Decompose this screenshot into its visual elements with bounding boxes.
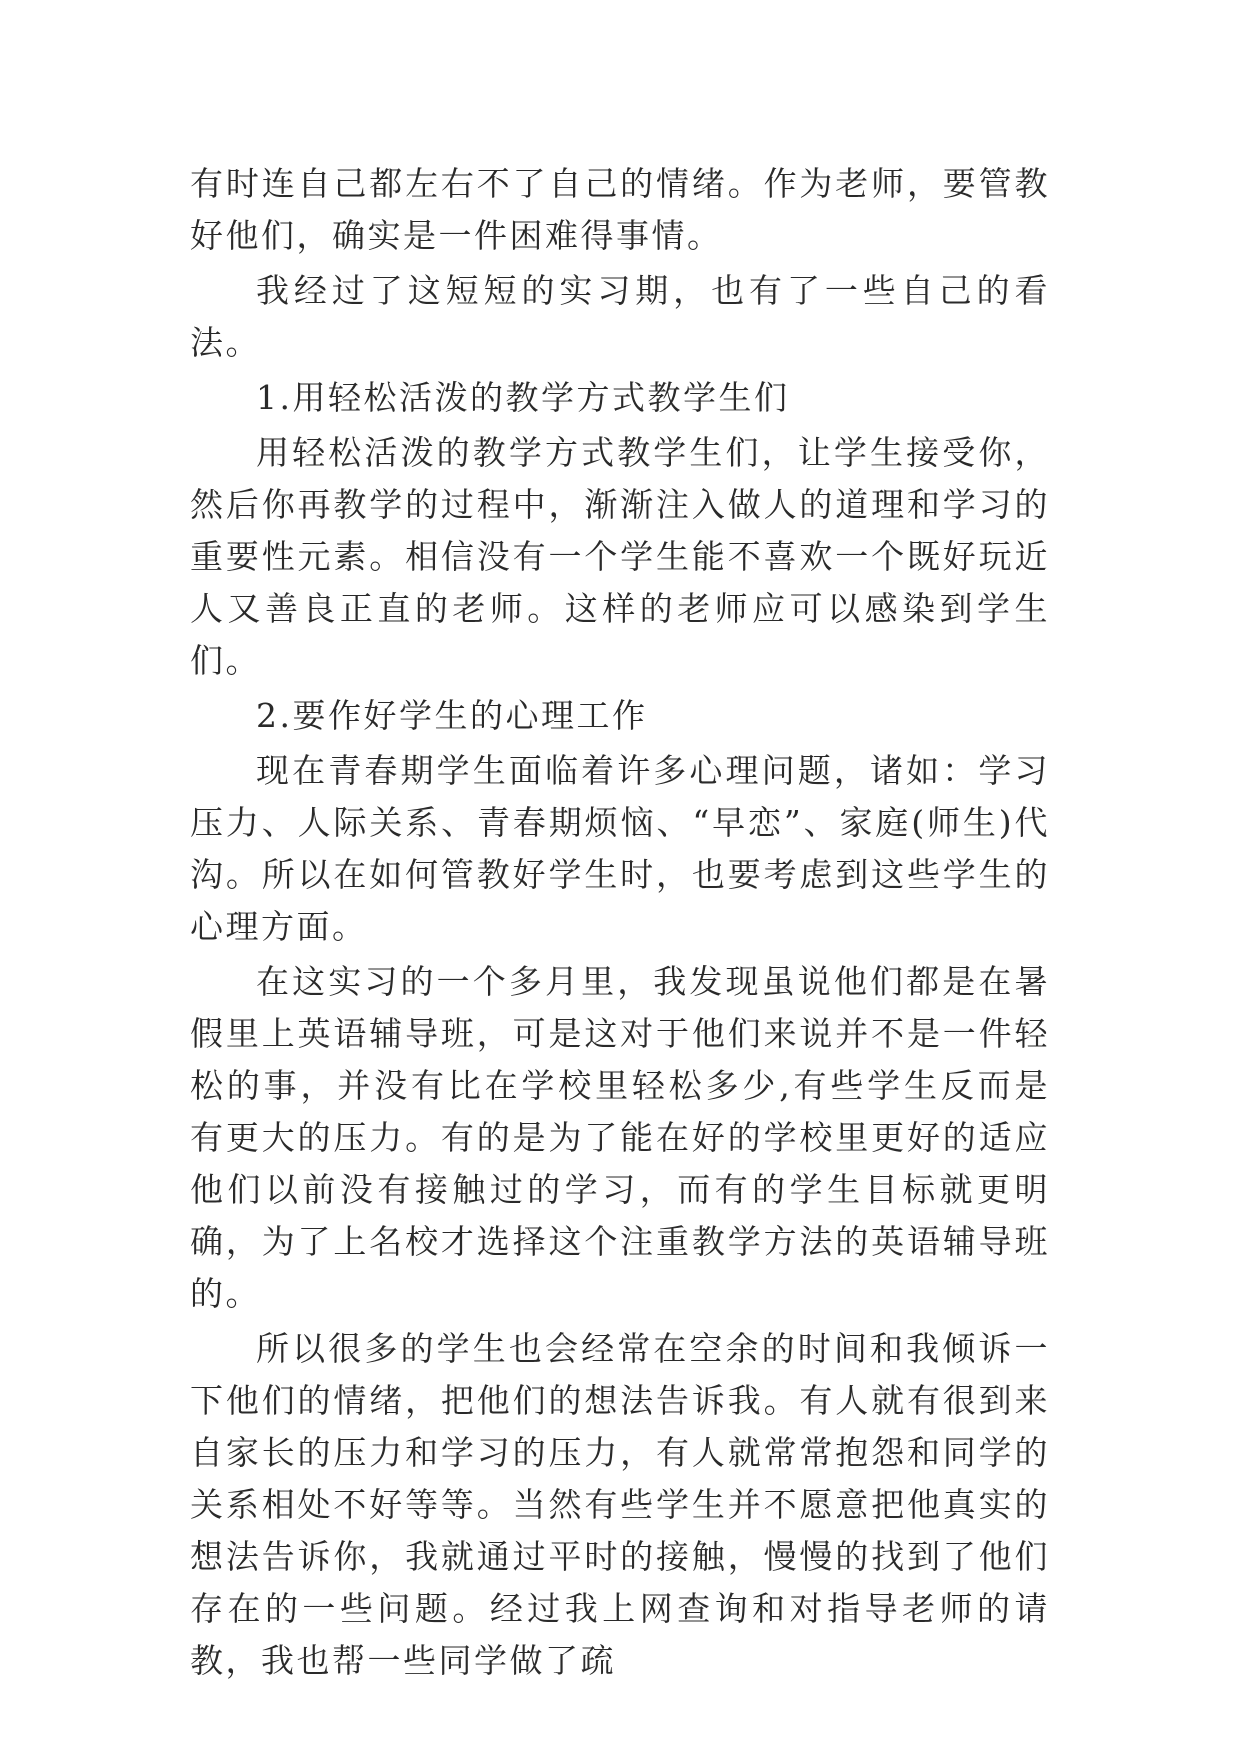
paragraph-2: 我经过了这短短的实习期，也有了一些自己的看法。 <box>190 271 1050 362</box>
paragraph-6: 所以很多的学生也会经常在空余的时间和我倾诉一下他们的情绪，把他们的想法告诉我。有人就有很到来自家长的压力和学习的压力，有人就常常抱怨和同学的关系相处不好等等。当然有些学生并不愿意把他真实的想法告诉你，我就通过平时的接触，慢慢的找到了他们存在的一些问题。经过我上网查询和对指导老师的请教，我也帮一些同学做了疏 <box>190 1329 1050 1680</box>
document-body <box>190 158 1050 1687</box>
paragraph-1: 有时连自己都左右不了自己的情绪。作为老师，要管教好他们，确实是一件困难得事情。 <box>190 164 1050 255</box>
paragraph-5: 在这实习的一个多月里，我发现虽说他们都是在暑假里上英语辅导班，可是这对于他们来说并不是一件轻松的事，并没有比在学校里轻松多少,有些学生反而是有更大的压力。有的是为了能在好的学校里更好的适应他们以前没有接触过的学习，而有的学生目标就更明确，为了上名校才选择这个注重教学方法的英语辅导班的。 <box>190 962 1050 1313</box>
section-heading-2: 2.要作好学生的心理工作 <box>256 696 648 735</box>
paragraph-3: 用轻松活泼的教学方式教学生们，让学生接受你，然后你再教学的过程中，渐渐注入做人的道理和学习的重要性元素。相信没有一个学生能不喜欢一个既好玩近人又善良正直的老师。这样的老师应可以感染到学生们。 <box>190 433 1050 680</box>
paragraph-4: 现在青春期学生面临着许多心理问题，诸如：学习压力、人际关系、青春期烦恼、“早恋”、家庭(师生)代沟。所以在如何管教好学生时，也要考虑到这些学生的心理方面。 <box>190 751 1050 946</box>
section-heading-1: 1.用轻松活泼的教学方式教学生们 <box>256 378 790 417</box>
